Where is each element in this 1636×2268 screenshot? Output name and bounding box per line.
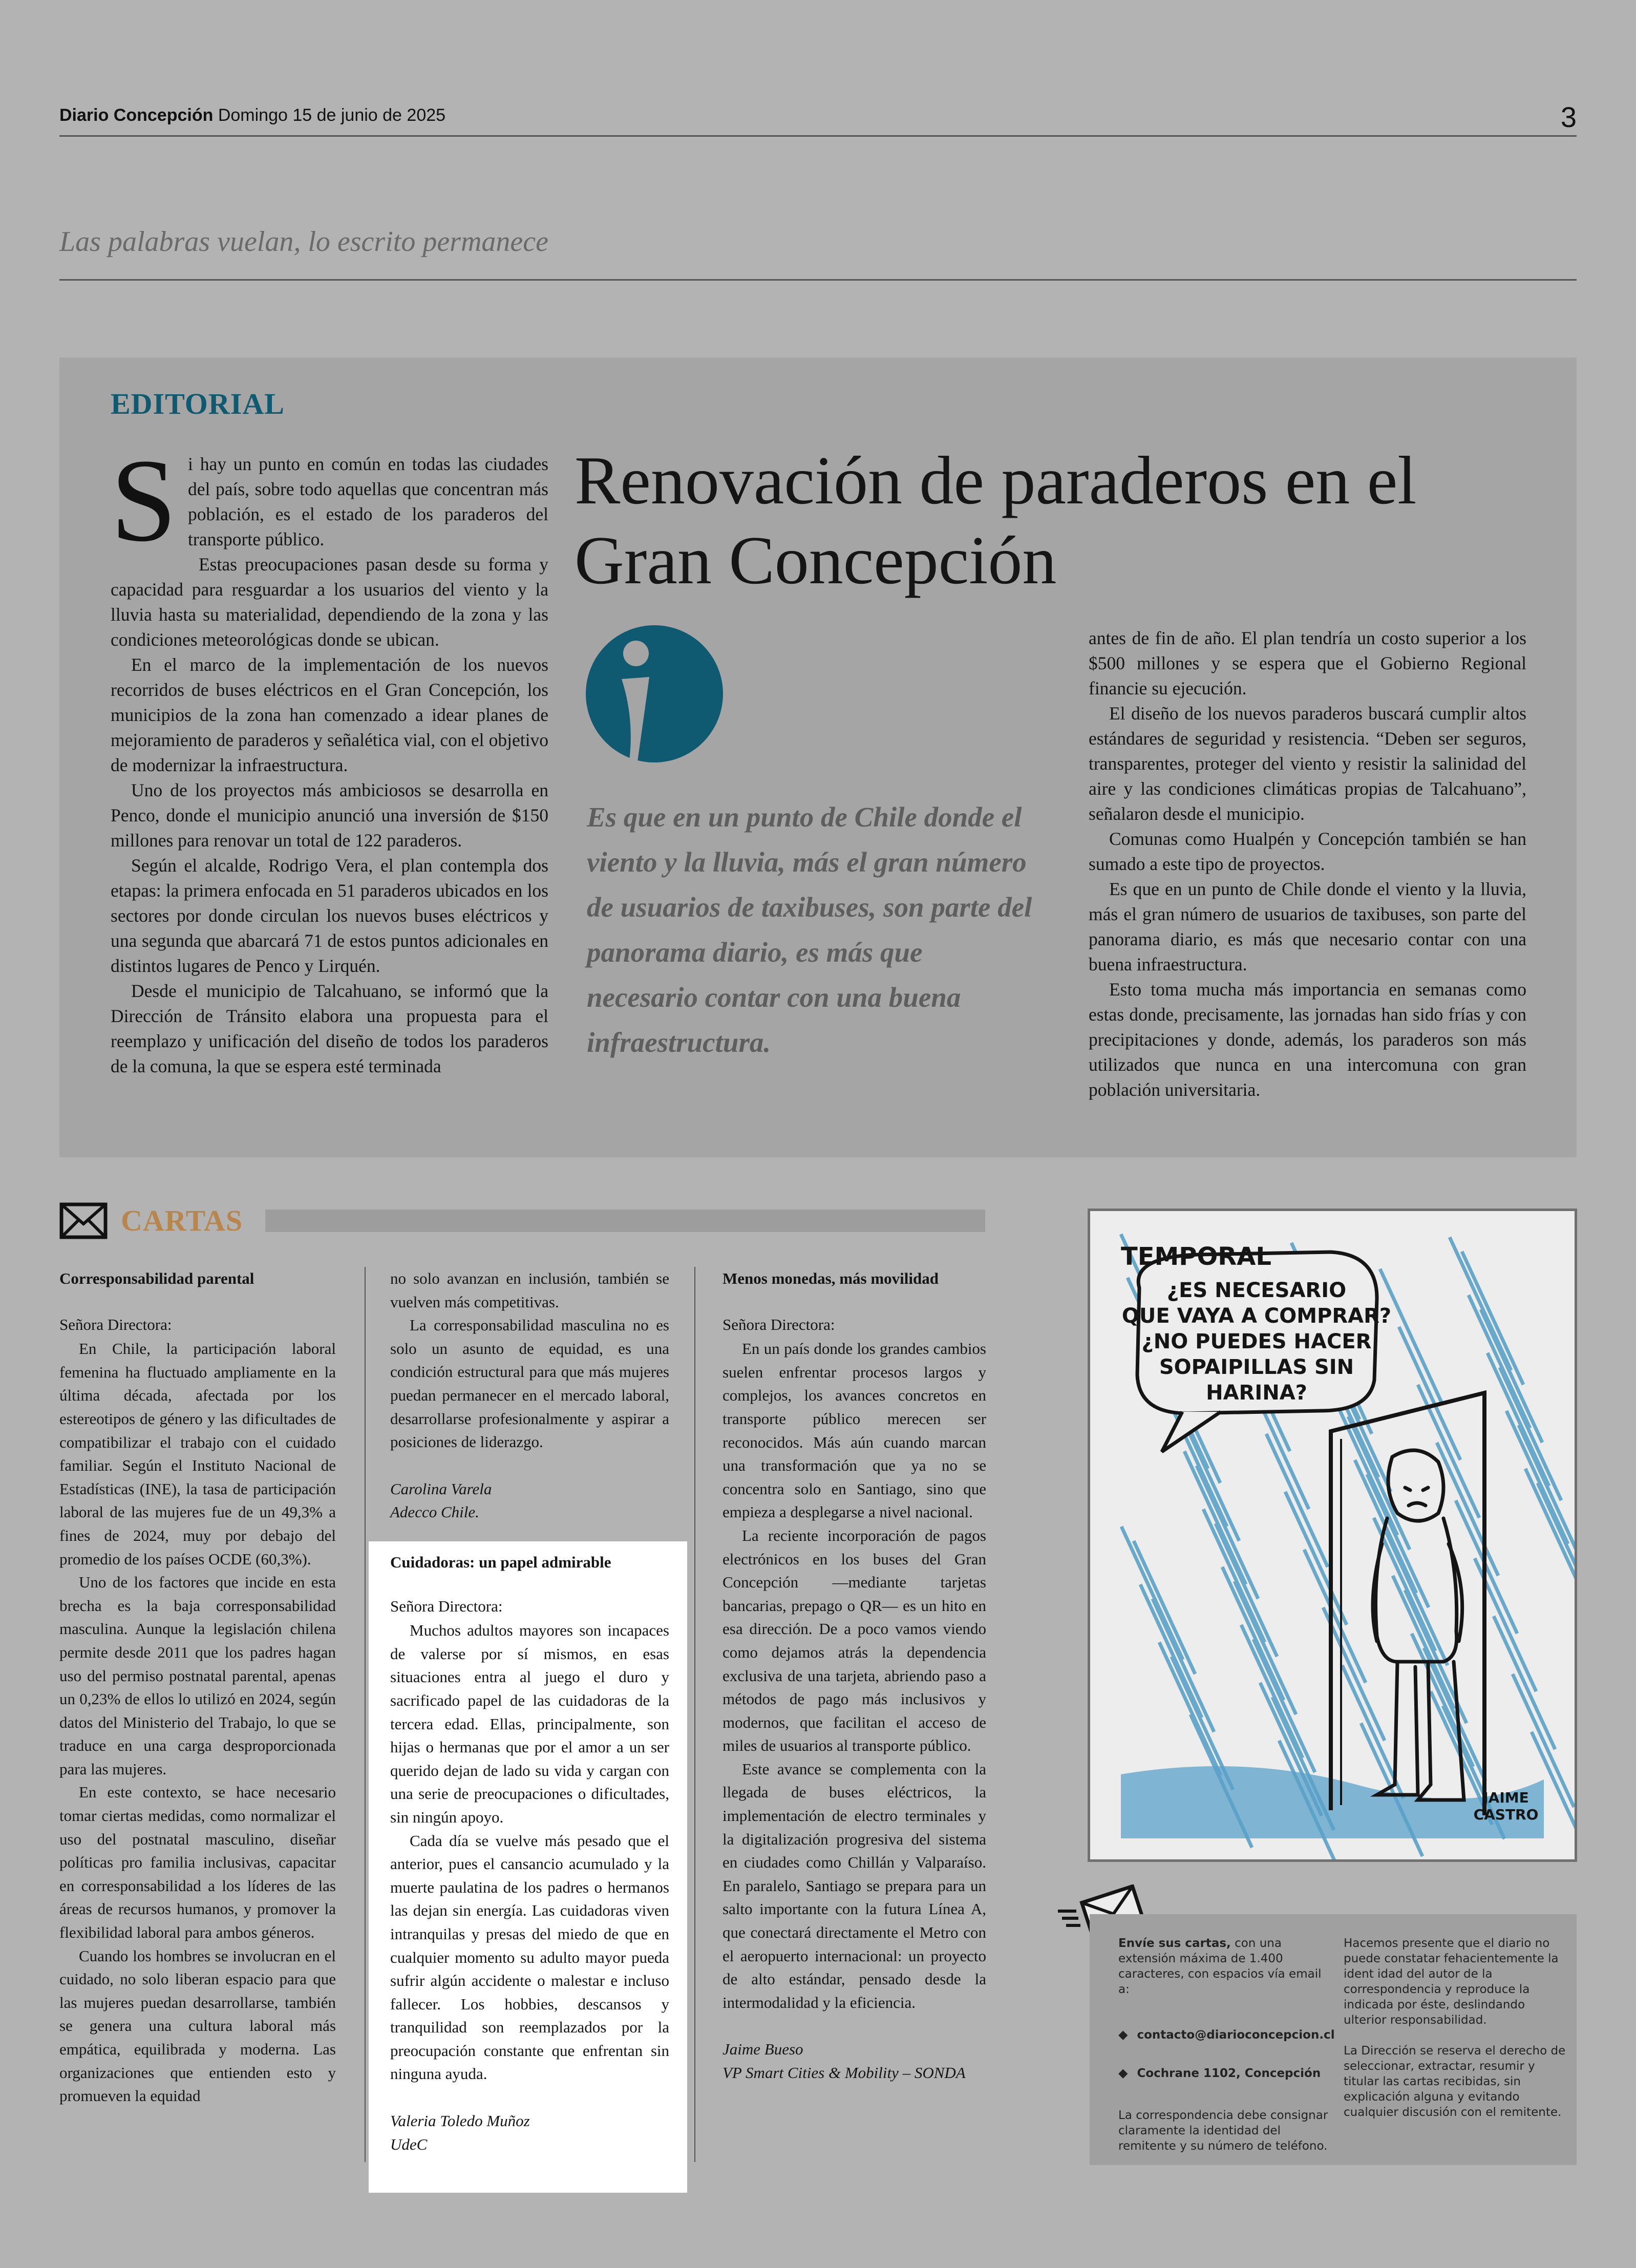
- letter-affiliation: UdeC: [390, 2135, 428, 2153]
- headline-line-1: Renovación de paraderos en el: [575, 442, 1417, 518]
- cartas-header-bar: [265, 1210, 985, 1232]
- info-icon: [586, 623, 723, 765]
- letter-paragraph: La reciente incorporación de pagos electrónicos en los buses del Gran Concepción —mediante tarjetas bancarias, prepago o QR— es un hito en esa dirección. De a poco vamos viendo como dejamos atrás la dependencia exclusiva de una tarjeta, abriendo paso a métodos de pago más inclusivos y modernos, que facilitan el acceso de miles de usuarios al transporte público.: [723, 1526, 986, 1755]
- cartas-label: CARTAS: [121, 1204, 243, 1237]
- envelope-icon: [59, 1202, 108, 1239]
- editorial-paragraph: Según el alcalde, Rodrigo Vera, el plan contempla dos etapas: la primera enfocada en 51 paraderos ubicados en los sectores por donde circulan los nuevos buses eléctricos y una segunda que abarcará 71 de estos puntos adicionales en distintos lugares de Penco y Lirquén.: [111, 855, 548, 976]
- letter-paragraph: Este avance se complementa con la llegada de buses eléctricos, la implementación de electro terminales y la digitalización progresiva del sistema en ciudades como Chillán y Valparaíso. En paralelo, Santiago se prepara para un salto importante con la futura Línea A, que conectará directamente el Metro con el aeropuerto internacional: un proyecto de alto estándar, pensado desde la intermodalidad y la eficiencia.: [723, 1760, 986, 2011]
- column-divider: [694, 1267, 695, 2162]
- contact-address: ◆ Cochrane 1102, Concepción: [1118, 2065, 1333, 2081]
- letter-paragraph: En un país donde los grandes cambios suelen enfrentar procesos largos y complejos, los avances concretos en transporte público merecen ser reconocidos. Más aún cuando marcan una transformación que ya no se concentra solo en Santiago, sino que empieza a desplegarse a nivel nacional.: [723, 1340, 986, 1521]
- editorial-paragraph: En el marco de la implementación de los nuevos recorridos de buses eléctricos en el Gran Concepción, los municipios de la zona han comenzado a idear planes de mejoramiento de paraderos y señalética vial, con el objetivo de modernizar la infraestructura.: [111, 654, 548, 775]
- letter-paragraph: Uno de los factores que incide en esta brecha es la baja corresponsabilidad masculina. Aunque la legislación chilena permite desde 2011 que los padres hagan uso del permiso postnatal parental, apenas un 0,23% de ellos lo utilizó en 2024, según datos del Ministerio del Trabajo, lo que se traduce en una carga desproporcionada para las mujeres.: [59, 1573, 336, 1778]
- editorial-headline: [575, 440, 1547, 600]
- cartoon-title: TEMPORAL: [1121, 1242, 1271, 1271]
- letter-author: Valeria Toledo Muñoz: [390, 2112, 530, 2130]
- submission-instructions: [1118, 1936, 1333, 2154]
- disclaimer-text: Hacemos presente que el diario no puede constatar fehacientemente la ident idad del autor de la correspondencia y reproduce la indicada por éste, deslindando ulterior responsabilidad.: [1344, 1937, 1559, 2027]
- cartoon-panel: [1088, 1209, 1577, 1862]
- paper-name: Diario Concepción: [59, 105, 214, 125]
- editorial-paragraph: antes de fin de año. El plan tendría un costo superior a los $500 millones y se espera que el Gobierno Regional financie su ejecución.: [1089, 628, 1526, 698]
- editorial-column-3: [1089, 626, 1526, 1103]
- headline-line-2: Gran Concepción: [575, 522, 1057, 598]
- letter-paragraph: Cada día se vuelve más pesado que el anterior, pues el cansancio acumulado y la muerte paulatina de los padres o hermanos las dejan sin energía. Las cuidadoras viven intranquilas y presas del miedo de que en cualquier momento su adulto mayor pueda sufrir algún accidente o malestar e incluso fallecer. Los hobbies, descansos y tranquilidad son reemplazados por la preocupación constante que enfrentan sin ninguna ayuda.: [390, 1831, 669, 2083]
- editorial-lead-paragraph: [111, 435, 548, 566]
- letter-corresponsabilidad-continued: [390, 1267, 669, 1524]
- cartoon-signature: JAIME: [1483, 1789, 1529, 1806]
- letter-title: Cuidadoras: un papel admirable: [390, 1553, 611, 1571]
- editorial-paragraph: El diseño de los nuevos paraderos buscará cumplir altos estándares de seguridad y resistencia. “Deben ser seguros, transparentes, proteger del viento y resistir la salinidad del aire y las condiciones climáticas propias de Talcahuano”, señalaron desde el municipio.: [1089, 703, 1526, 824]
- editorial-paragraph: Es que en un punto de Chile donde el viento y la lluvia, más el gran número de usuarios de taxibuses, son parte del panorama diario, es más que necesario contar con una buena infraestructura.: [1089, 879, 1526, 974]
- letter-affiliation: VP Smart Cities & Mobility – SONDA: [723, 2064, 966, 2082]
- editorial-paragraph: Esto toma mucha más importancia en semanas como estas donde, precisamente, las jornadas han sido frías y con precipitaciones y donde, además, los paraderos son más utilizados que nunca en una intercomuna con gran población universitaria.: [1089, 979, 1526, 1100]
- letter-paragraph: En Chile, la participación laboral femenina ha fluctuado ampliamente en la última década, afectada por los estereotipos de género y las dificultades de compatibilizar el trabajo con el cuidado familiar. Según el Instituto Nacional de Estadísticas (INE), la tasa de participación laboral de las mujeres fue de un 49,3% a fines de 2024, muy por debajo del promedio de los países OCDE (60,3%).: [59, 1340, 336, 1568]
- letter-cuidadoras: [390, 1551, 669, 2156]
- letter-paragraph: Muchos adultos mayores son incapaces de valerse por sí mismos, en esas situaciones entra al juego el duro y sacrificado papel de las cuidadoras de la tercera edad. Ellas, principalmente, son hijas o hermanas que por el amor a un ser querido dejan de lado su vida y cargan con una serie de preocupaciones o dificultades, sin ningún apoyo.: [390, 1621, 669, 1826]
- editorial-paragraph: Estas preocupaciones pasan desde su forma y capacidad para resguardar a los usuarios del viento y la lluvia hasta su materialidad, dependiendo de la zona y las condiciones meteorológicas donde se ubican.: [111, 554, 548, 650]
- letter-paragraph: Cuando los hombres se involucran en el cuidado, no solo liberan espacio para que las mujeres puedan desarrollarse, también se genera una cultura laboral más empática, equilibrada y moderna. Las organizaciones que entienden esto y promueven la equidad: [59, 1946, 336, 2105]
- letter-paragraph: no solo avanzan en inclusión, también se vuelven más competitivas.: [390, 1269, 669, 1311]
- letter-movilidad: [723, 1267, 986, 2085]
- submission-lead-text: con una extensión máxima de 1.400 caracteres, con espacios vía email a:: [1118, 1937, 1322, 1996]
- submission-lead-bold: Envíe sus cartas,: [1118, 1937, 1231, 1950]
- issue-date: Domingo 15 de junio de 2025: [218, 105, 446, 125]
- letter-title: Corresponsabilidad parental: [59, 1269, 254, 1287]
- editorial-paragraph: Desde el municipio de Talcahuano, se informó que la Dirección de Tránsito elabora una propuesta para el reemplazo y unificación del diseño de todos los paraderos de la comuna, la que se espera esté terminada: [111, 981, 548, 1076]
- letter-paragraph: La corresponsabilidad masculina no es solo un asunto de equidad, es una condición estructural para que más mujeres puedan permanecer en el mercado laboral, desarrollarse profesionalmente y aspirar a posiciones de liderazgo.: [390, 1316, 669, 1451]
- letter-title: Menos monedas, más movilidad: [723, 1269, 939, 1287]
- editorial-pullquote: Es que en un punto de Chile donde el viento y la lluvia, más el gran número de usuarios de taxibuses, son parte del panorama diario, es más que necesario contar con una buena infraestructura.: [587, 801, 1032, 1058]
- editorial-disclaimer: [1344, 1936, 1569, 2120]
- letter-corresponsabilidad: [59, 1267, 336, 2108]
- letter-salutation: Señora Directora:: [390, 1597, 503, 1615]
- editorial-paragraph: Comunas como Hualpén y Concepción también se han sumado a este tipo de proyectos.: [1089, 829, 1526, 874]
- cartoon-speech-line: QUE VAYA A COMPRAR?: [1121, 1304, 1392, 1328]
- cartoon-speech-line: HARINA?: [1206, 1381, 1307, 1405]
- submission-lead: [1118, 1936, 1333, 1997]
- submission-note: La correspondencia debe consignar claramente la identidad del remitente y su número de teléfono.: [1118, 2109, 1328, 2153]
- section-motto: Las palabras vuelan, lo escrito permanece: [59, 226, 548, 258]
- letter-author: Jaime Bueso: [723, 2040, 803, 2059]
- header-rule: [59, 135, 1577, 137]
- contact-email[interactable]: ◆ contacto@diarioconcepcion.cl: [1118, 2027, 1333, 2043]
- column-divider: [365, 1267, 366, 2162]
- motto-rule: [59, 279, 1577, 281]
- disclaimer-text: La Dirección se reserva el derecho de seleccionar, extractar, resumir y titular las cartas recibidas, sin explicación alguna y evitando cualquier discusión con el remitente.: [1344, 2044, 1566, 2119]
- cartoon-signature: CASTRO: [1473, 1806, 1539, 1823]
- editorial-paragraph: Uno de los proyectos más ambiciosos se desarrolla en Penco, donde el municipio anunció una inversión de $150 millones para renovar un total de 122 paraderos.: [111, 780, 548, 851]
- letter-affiliation: Adecco Chile.: [390, 1503, 479, 1521]
- drop-cap: S: [111, 435, 177, 566]
- letter-paragraph: En este contexto, se hace necesario tomar ciertas medidas, como normalizar el uso del postnatal masculino, diseñar políticas pro familia inclusivas, capacitar en corresponsabilidad a los líderes de las áreas de recursos humanos, y promover la flexibilidad laboral para ambos géneros.: [59, 1783, 336, 1942]
- cartoon-illustration: [1090, 1211, 1575, 1859]
- cartoon-speech-line: ¿NO PUEDES HACER: [1141, 1330, 1372, 1353]
- cartoon-speech-line: ¿ES NECESARIO: [1166, 1279, 1347, 1302]
- editorial-label: EDITORIAL: [111, 387, 285, 420]
- page-number: 3: [1560, 101, 1577, 133]
- editorial-lead-text: i hay un punto en común en todas las ciudades del país, sobre todo aquellas que concentran más población, es el estado de los paraderos del transporte público.: [188, 454, 548, 549]
- cartoon-speech-line: SOPAIPILLAS SIN: [1159, 1355, 1354, 1379]
- masthead: [59, 105, 445, 125]
- letter-author: Carolina Varela: [390, 1479, 492, 1498]
- editorial-column-1: [111, 435, 548, 1079]
- letter-salutation: Señora Directora:: [59, 1315, 172, 1333]
- letter-salutation: Señora Directora:: [723, 1315, 835, 1333]
